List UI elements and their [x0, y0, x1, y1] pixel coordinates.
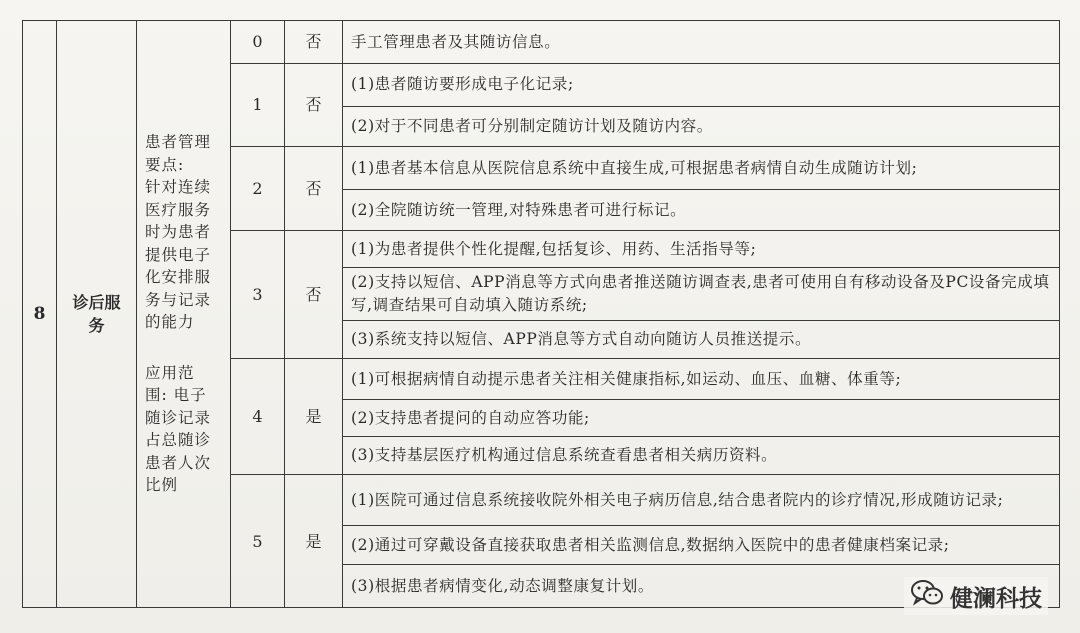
requirement-cell: (1)医院可通过信息系统接收院外相关电子病历信息,结合患者院内的诊疗情况,形成随访记录;: [343, 475, 1060, 526]
requirement-cell: (1)可根据病情自动提示患者关注相关健康指标,如运动、血压、血糖、体重等;: [343, 359, 1060, 400]
basic-flag-cell: 是: [285, 475, 343, 608]
basic-flag-cell: 是: [285, 359, 343, 475]
requirement-cell: (1)患者随访要形成电子化记录;: [343, 63, 1060, 106]
requirement-cell: (2)全院随访统一管理,对特殊患者可进行标记。: [343, 190, 1060, 231]
level-cell: 1: [231, 63, 285, 147]
requirement-cell: (2)支持以短信、APP消息等方式向患者推送随访调查表,患者可使用自有移动设备及PC设备完成填写,调查结果可自动填入随访系统;: [343, 267, 1060, 320]
level-cell: 5: [231, 475, 285, 608]
wechat-icon: [910, 579, 944, 613]
description-cell: [137, 21, 231, 608]
basic-flag-cell: 否: [285, 21, 343, 64]
category-cell: 诊后服务: [57, 21, 137, 608]
level-cell: 4: [231, 359, 285, 475]
requirement-cell: (2)支持患者提问的自动应答功能;: [343, 400, 1060, 437]
watermark: [904, 577, 1048, 615]
scope-line: 随诊记录: [145, 408, 212, 427]
item-number: 8: [23, 21, 57, 608]
description-title: 患者管理: [145, 133, 212, 152]
basic-flag-cell: 否: [285, 147, 343, 231]
requirement-cell: (3)系统支持以短信、APP消息等方式自动向随访人员推送提示。: [343, 320, 1060, 359]
scope-line: 比例: [145, 476, 179, 495]
scope-line: 应用范: [145, 363, 195, 382]
scope-line: 占总随诊: [145, 431, 212, 450]
level-cell: 3: [231, 230, 285, 358]
points-label: 要点:: [145, 155, 185, 174]
points-line: 务与记录: [145, 290, 212, 309]
requirement-cell: (1)患者基本信息从医院信息系统中直接生成,可根据患者病情自动生成随访计划;: [343, 147, 1060, 190]
basic-flag-cell: 否: [285, 63, 343, 147]
requirement-cell: (2)通过可穿戴设备直接获取患者相关监测信息,数据纳入医院中的患者健康档案记录;: [343, 526, 1060, 565]
evaluation-table: [22, 20, 1060, 608]
level-cell: 0: [231, 21, 285, 64]
scope-line: 围: 电子: [145, 386, 207, 405]
requirement-cell: (1)为患者提供个性化提醒,包括复诊、用药、生活指导等;: [343, 230, 1060, 267]
table-row: [23, 21, 1060, 64]
points-line: 的能力: [145, 313, 195, 332]
watermark-text: 健澜科技: [950, 585, 1042, 612]
requirement-cell: (3)根据患者病情变化,动态调整康复计划。: [343, 565, 1060, 608]
scope-line: 患者人次: [145, 453, 212, 472]
points-line: 医疗服务: [145, 200, 212, 219]
points-line: 针对连续: [145, 178, 212, 197]
level-cell: 2: [231, 147, 285, 231]
basic-flag-cell: 否: [285, 230, 343, 358]
points-line: 提供电子: [145, 245, 212, 264]
points-line: 时为患者: [145, 223, 212, 242]
requirement-cell: 手工管理患者及其随访信息。: [343, 21, 1060, 64]
requirement-cell: (2)对于不同患者可分别制定随访计划及随访内容。: [343, 106, 1060, 147]
requirement-cell: (3)支持基层医疗机构通过信息系统查看患者相关病历资料。: [343, 436, 1060, 475]
points-line: 化安排服: [145, 268, 212, 287]
spacer: [145, 334, 222, 362]
